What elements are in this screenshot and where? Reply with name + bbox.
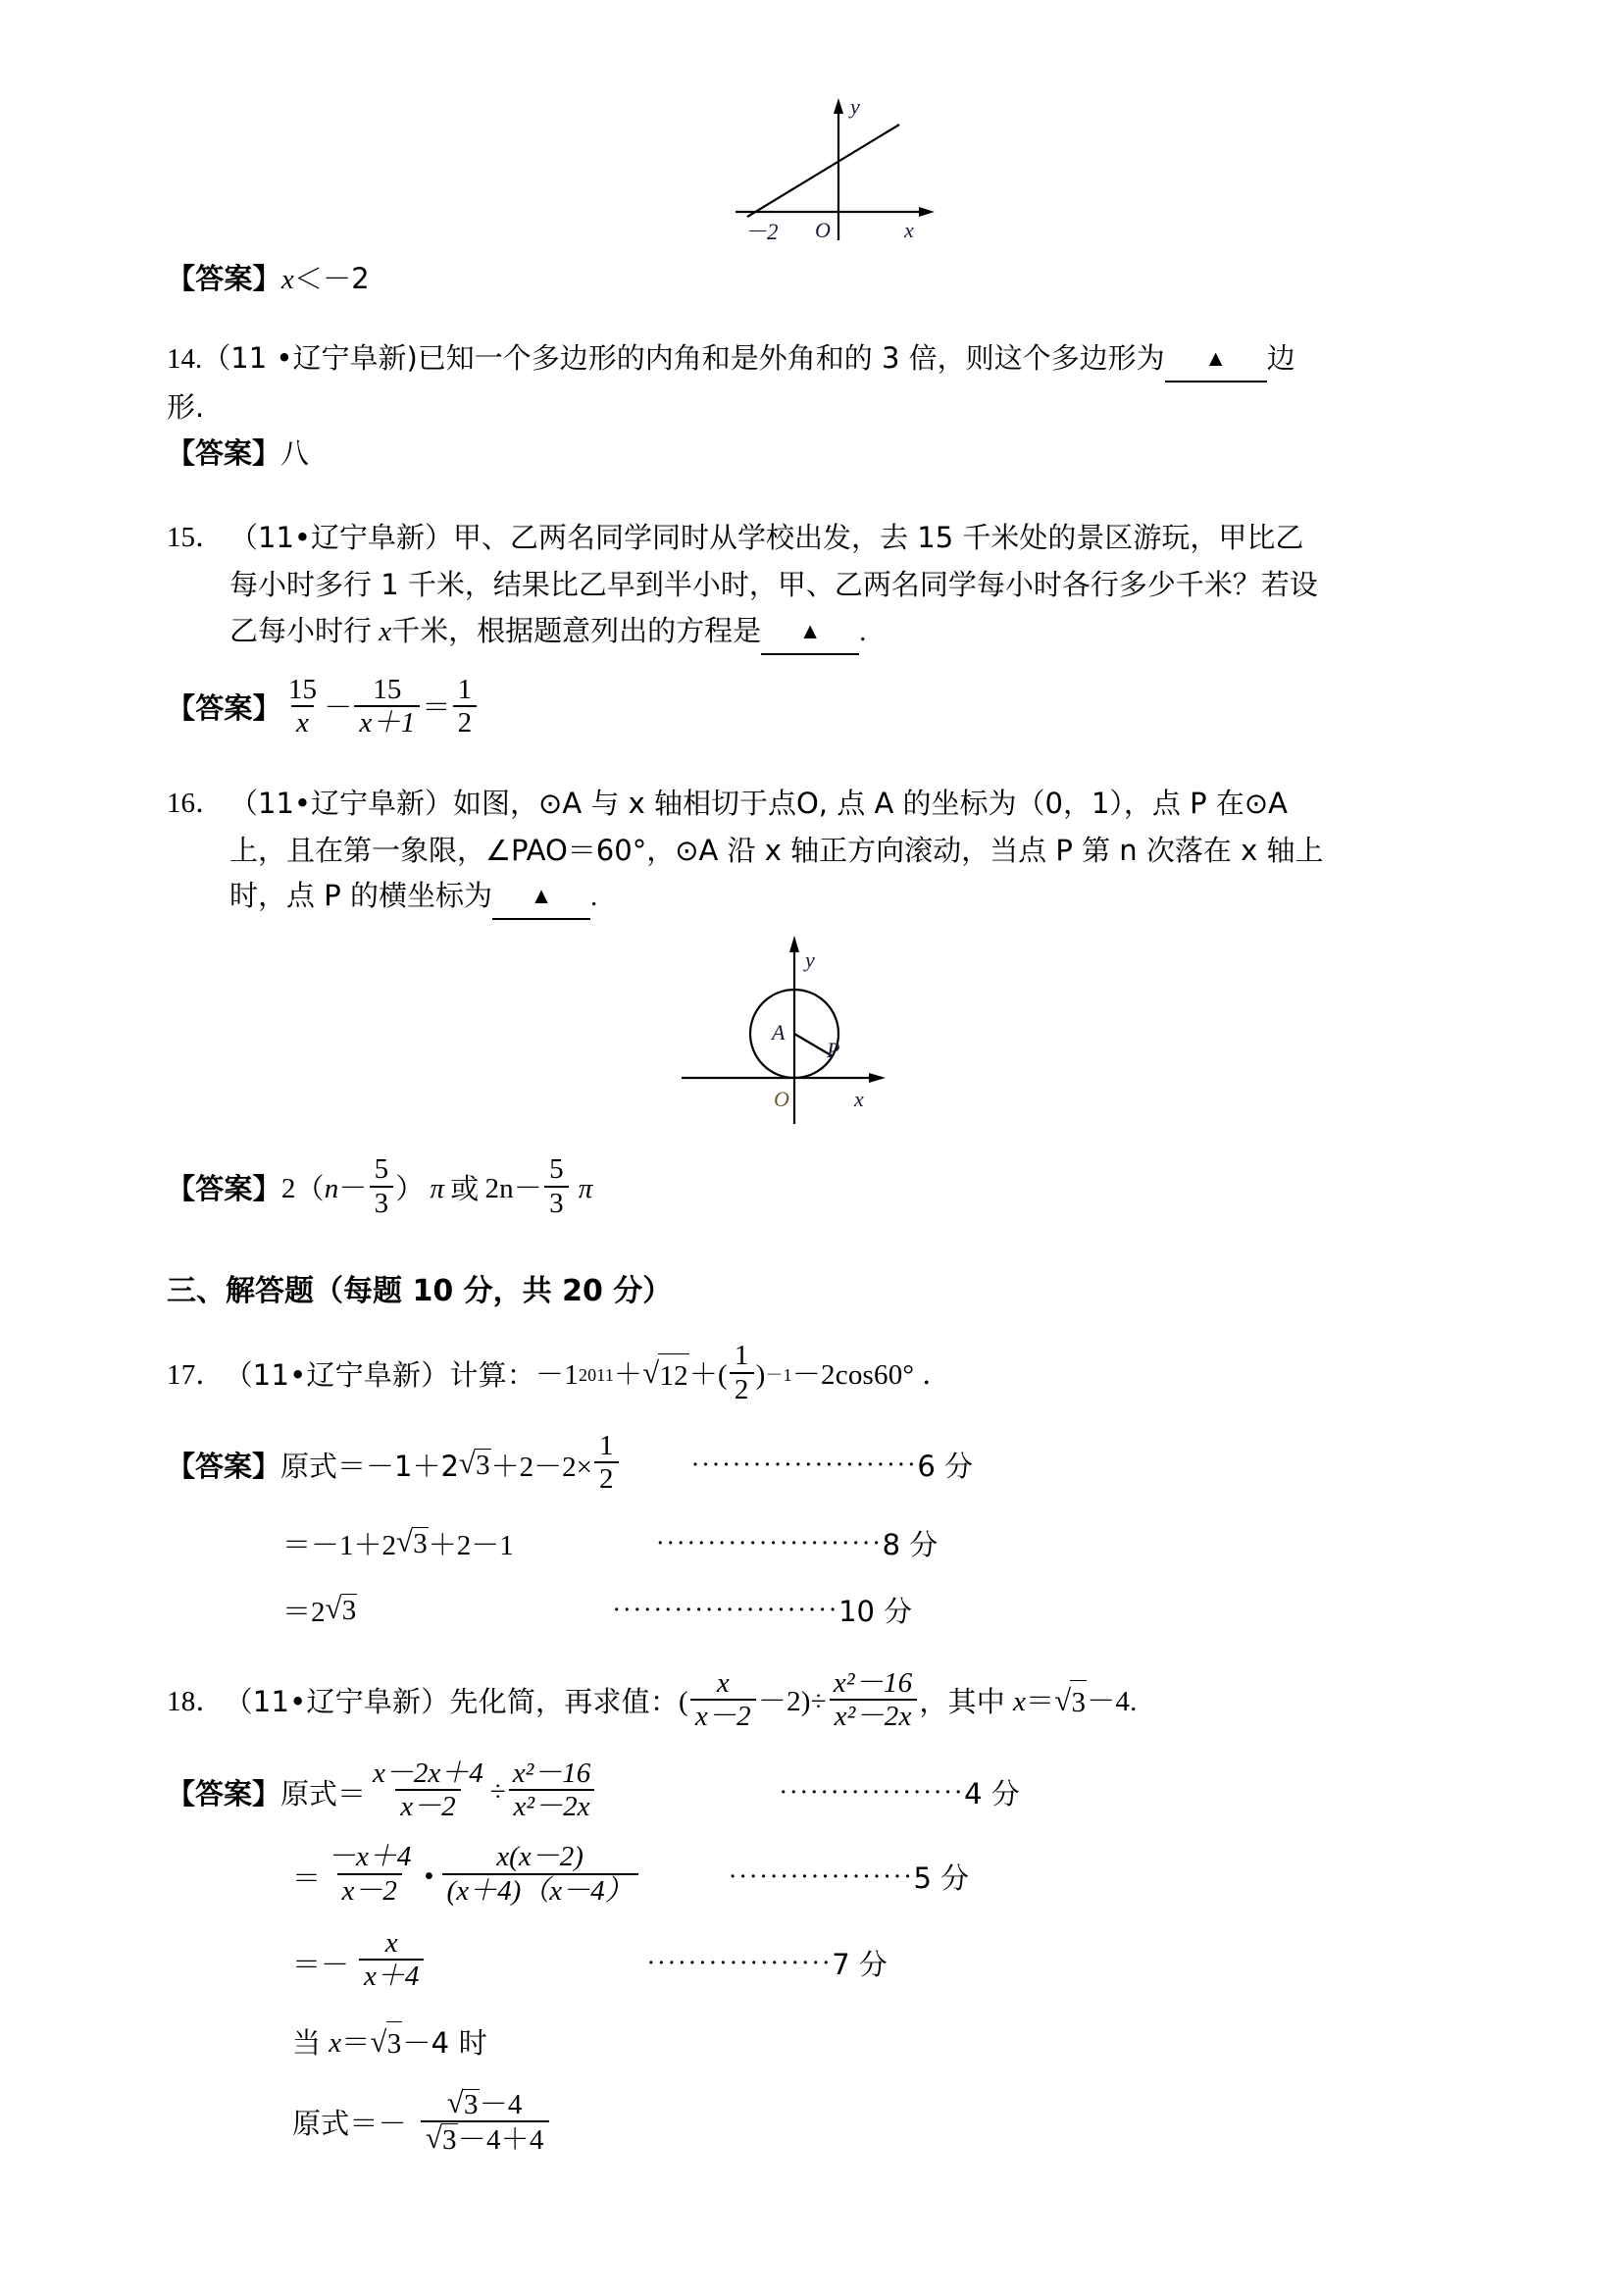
q18-number: 18． [167,1686,225,1718]
q16-answer-line [167,1153,1471,1221]
q17-plus-2: ＋( [688,1358,728,1391]
q17-source: （11•辽宁阜新） [224,1357,450,1392]
q16-paren-open: （ [295,1171,325,1205]
q17-solution-steps [167,1430,1471,1641]
fraction-denominator: (x＋4)（x－4） [442,1873,638,1907]
q18-step1-fraction-2 [508,1759,596,1823]
fraction-numerator: 5 [549,1153,564,1186]
q18-step2-operator: • [424,1860,434,1892]
q18-step1-operator: ÷ [489,1775,506,1808]
q18-when-tail: －4 时 [402,2025,487,2060]
y-axis-arrow [789,936,799,952]
page-content [167,88,1471,2159]
fraction-numerator: －x＋4 [328,1841,412,1873]
fraction-numerator [442,2088,528,2120]
q17-paren-sup: ) [755,1358,766,1391]
question-15 [167,515,1471,657]
q18-when-equals: ＝ [341,2026,371,2059]
fraction-denominator: x＋4 [359,1959,424,1992]
q18-step-2 [167,1841,1471,1909]
q15-fraction-2 [354,675,420,739]
q18-step3-score: 7 分 [832,1947,888,1981]
q18-step-3 [167,1927,1471,1995]
q15-fraction-3 [453,675,478,739]
q14-text: 已知一个多边形的内角和是外角和的 3 倍，则这个多边形为 [417,340,1165,375]
fraction-numerator: 1 [734,1340,749,1372]
q18-when-prefix: 当 [292,2025,322,2060]
q15-fraction-1 [283,675,322,739]
q14-number: 14. [167,342,203,375]
triangle-icon: ▲ [1204,345,1228,371]
q15-text-line1: 甲、乙两名同学同时从学校出发，去 15 千米处的景区游玩，甲比乙 [453,520,1304,554]
radicand: 3 [464,2088,479,2120]
triangle-icon: ▲ [530,884,553,909]
q15-line1 [229,515,1471,562]
q18-step2-label: ＝ [292,1862,322,1895]
fraction-numerator: x²－16 [512,1757,591,1789]
q18-variable: x [1012,1686,1027,1718]
fraction-numerator: 15 [287,673,318,705]
q18-fraction-1 [690,1668,756,1733]
fraction-denominator [421,2120,549,2156]
origin-label: O [815,218,831,242]
q18-step2-fraction-2 [442,1842,638,1907]
q14-line2: 形. [167,389,205,424]
fraction-denominator: x＋1 [354,705,420,739]
fraction-numerator: 1 [599,1430,614,1461]
q18-step1-label: 原式＝ [280,1776,367,1810]
q17-step3-score: 10 分 [838,1595,913,1629]
q17-step-1 [167,1430,1471,1498]
q17-step-3-expression [282,1590,357,1630]
y-axis-label: y [850,94,860,119]
q17-period: ． [922,1358,951,1391]
radicand: 3 [386,2021,403,2066]
plotted-line [747,125,899,217]
q13-answer-variable: x [280,264,294,295]
fraction-numerator: x [716,1666,730,1699]
q17-step2-suffix: ＋2－1 [428,1530,514,1562]
section-3-heading: 三、解答题（每题 10 分，共 20 分） [167,1274,673,1309]
q15-line3-c: . [859,615,867,647]
q17-step3-leader: ······················ [612,1595,839,1625]
fraction-numerator: x²－16 [833,1666,913,1699]
q16-answer-blank[interactable] [492,872,590,920]
x-axis-arrow [919,207,935,217]
q17-step2-leader: ······················ [655,1528,883,1558]
q18-final-label: 原式＝－ [292,2107,407,2141]
q14-answer-line [167,431,1471,478]
q15-line3-b: 千米，根据题意列出的方程是 [391,613,762,647]
q18-minus-2: －2) [757,1686,811,1718]
point-label-P: P [827,1038,840,1063]
q17-step-2 [167,1513,1471,1574]
x-axis-arrow [869,1073,886,1083]
q18-step2-fraction-1 [323,1842,416,1907]
q16-or-word: 或 [450,1171,480,1205]
q14-answer-value: 八 [280,435,310,470]
fraction-denominator: x－2 [337,1873,402,1907]
center-label-A: A [772,1020,786,1045]
radicand: 3 [413,1528,428,1560]
q18-final-fraction [421,2088,549,2157]
q16-figure-wrapper [167,928,1471,1148]
q14-answer-blank[interactable] [1165,334,1267,382]
q17-step2-prefix: ＝－1＋2 [282,1530,397,1562]
radicand: 3 [341,1595,357,1627]
q18-prompt: 先化简，再求值： [449,1685,680,1719]
q18-step3-leader: ·················· [646,1947,833,1977]
q16-pi-2: π [578,1172,593,1204]
radicand: 3 [1070,1680,1087,1725]
q18-step3-label: ＝－ [292,1949,350,1981]
q18-step1-leader: ·················· [779,1776,965,1807]
fraction-numerator: 15 [373,673,402,705]
q18-sqrt-3 [1054,1679,1087,1725]
numerator-sqrt [447,2088,480,2120]
q16-source: （11•辽宁阜新） [229,786,454,820]
denominator-tail: －4＋4 [457,2124,544,2157]
q17-step1-leader: ······················ [690,1450,918,1480]
q15-answer-line [167,673,1471,741]
q15-answer-blank[interactable] [761,607,859,655]
q17-step1-score: 6 分 [917,1450,973,1484]
q16-answer-prefix: 2 [280,1172,296,1204]
q17-step1-suffix: ＋2－2× [490,1452,593,1484]
q14-source: （11 •辽宁阜新) [202,340,418,375]
q17-step1-fraction [594,1431,619,1496]
q16-body [229,781,1471,923]
fraction-numerator: 1 [457,673,473,705]
q17-step1-sqrt [459,1448,491,1482]
q13-answer-line [167,257,1471,302]
q16-minus-2: － [513,1172,543,1204]
fraction-denominator: x－2 [395,1789,460,1822]
q16-fraction-1 [370,1154,394,1219]
answer-label: 【答案】 [167,1450,281,1484]
q16-fraction-2 [544,1154,569,1219]
radicand: 3 [476,1450,490,1482]
triangle-icon: ▲ [798,618,822,643]
q16-line1 [229,781,1471,828]
radicand: 3 [442,2124,457,2157]
q18-comma-text: ，其中 [919,1685,1005,1719]
q18-step2-score: 5 分 [913,1861,970,1895]
q16-line3-b: . [589,881,598,913]
x-axis-label: x [854,1087,864,1112]
q13-figure-wrapper [167,88,1471,245]
q15-line3-a: 乙每小时行 [229,613,373,647]
q17-cos-term: －2cos60° [791,1358,915,1391]
fraction-denominator: 2 [730,1372,754,1405]
q15-number: 15． [167,521,225,553]
q17-fraction-half [730,1341,754,1405]
origin-label: O [774,1087,789,1112]
question-14 [167,335,1471,478]
q15-source: （11•辽宁阜新） [229,520,454,554]
fraction-denominator: 2 [453,705,478,739]
q18-tail: －4. [1087,1686,1138,1718]
q16-answer-mid: 2n [484,1172,514,1204]
q15-line2: 每小时多行 1 千米，结果比乙早到半小时，甲、乙两名同学每小时各行多少千米？若设 [229,567,1318,601]
q17-step1-prefix: 原式＝－1＋2 [280,1450,459,1484]
q18-step1-score: 4 分 [964,1776,1020,1810]
q17-step-3 [167,1580,1471,1641]
fraction-denominator: x [291,705,314,739]
answer-label: 【答案】 [167,435,281,470]
q16-text-line1: 如图，⊙A 与 x 轴相切于点O, 点 A 的坐标为（0，1），点 P 在⊙A [453,786,1288,820]
q16-line3 [229,873,1471,922]
q16-pi-1: π [430,1172,445,1204]
q18-solution-steps [167,1757,1471,1995]
q17-sqrt-12 [642,1352,689,1399]
question-17: 17． （11•辽宁阜新） 计算： －1 2011 ＋ √ 12 ＋( $\frac{1}{2}$ ) －1 －2cos60° ． [167,1343,1471,1407]
q16-variable-n: n [324,1172,339,1204]
q14-line1 [167,335,1471,384]
q17-plus-1: ＋ [614,1358,643,1391]
numerator-tail: －4 [479,2088,523,2120]
q17-prompt: 计算： [449,1357,536,1392]
answer-label: 【答案】 [167,1776,281,1810]
q14-text-after: 边 [1266,340,1295,375]
q18-when-line [167,2020,1471,2066]
fraction-numerator: 5 [374,1153,389,1186]
q18-when-variable: x [329,2026,342,2059]
q18-step2-leader: ·················· [728,1861,914,1891]
answer-label: 【答案】 [167,262,281,295]
q18-fraction-2 [829,1668,918,1733]
fraction-numerator: x [384,1927,398,1960]
q17-step-1-expression [280,1430,621,1498]
q18-equals: ＝ [1026,1686,1055,1718]
q16-minus-1: － [338,1172,368,1204]
q18-step-1 [167,1757,1471,1825]
fraction-denominator: 2 [594,1461,619,1495]
q18-step3-fraction [359,1928,424,1993]
q17-expr-a: －1 [535,1358,579,1391]
q16-line2: 上，且在第一象限，∠PAO＝60°，⊙A 沿 x 轴正方向滚动，当点 P 第 n 次落在 x 轴上 [229,833,1324,867]
radicand: 12 [658,1353,688,1399]
fraction-denominator: x²－2x [509,1789,595,1822]
line-graph-axes-figure [672,88,966,245]
q17-number: 17． [167,1358,225,1391]
question-16 [167,781,1471,923]
q18-divide-sign: ÷ [810,1686,827,1718]
q18-paren-open: ( [679,1686,688,1718]
q18-source: （11•辽宁阜新） [224,1685,450,1719]
q16-line3-a: 时，点 P 的横坐标为 [229,879,492,913]
q15-body [229,515,1471,657]
question-18 [167,1666,1471,1735]
fraction-numerator: x(x－2) [496,1841,584,1873]
q15-operator-equals: ＝ [422,692,451,725]
q18-step1-fraction-1 [368,1759,488,1823]
q17-step-2-expression [282,1523,514,1563]
q17-step2-sqrt [396,1526,429,1560]
denominator-sqrt [426,2122,458,2156]
q15-variable: x [379,615,392,647]
y-axis-arrow [834,98,843,114]
fraction-denominator: x²－2x [830,1699,917,1732]
q18-when-sqrt [370,2020,402,2066]
x-intercept-label: －2 [744,220,779,244]
answer-label: 【答案】 [167,1171,281,1205]
q15-operator-minus: － [324,692,353,725]
q17-step3-sqrt [326,1593,358,1627]
fraction-denominator: 3 [544,1186,569,1219]
x-axis-label: x [904,218,914,242]
q13-answer-value: ＜－2 [293,262,370,295]
fraction-numerator: x－2x＋4 [373,1757,483,1789]
y-axis-label: y [805,947,815,973]
q16-number: 16． [167,787,225,819]
q16-paren-close: ） [395,1171,425,1205]
q15-line3 [229,608,1471,657]
answer-label: 【答案】 [167,691,281,726]
q17-step3-prefix: ＝2 [282,1597,326,1629]
fraction-denominator: 3 [370,1186,394,1219]
circle-tangent-axes-figure [662,928,976,1148]
q17-step2-score: 8 分 [882,1528,939,1562]
fraction-denominator: x－2 [690,1699,756,1732]
q18-final-line [167,2090,1471,2159]
